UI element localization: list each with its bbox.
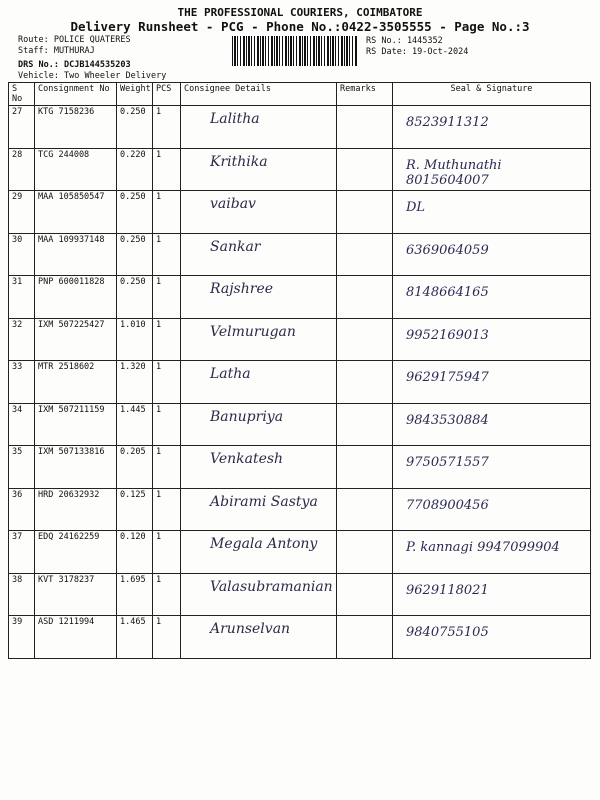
table-row: [9, 616, 591, 659]
weight: 0.250: [117, 106, 153, 149]
table-row: [9, 191, 591, 234]
col-sno: S No: [9, 83, 35, 106]
consignment-no: IXM 507225427: [35, 318, 117, 361]
vehicle: Vehicle: Two Wheeler Delivery: [18, 71, 167, 81]
consignment-no: IXM 507211159: [35, 403, 117, 446]
pcs: 1: [153, 318, 181, 361]
consignment-no: ASD 1211994: [35, 616, 117, 659]
runsheet-table: [8, 82, 591, 659]
col-consignment: Consignment No: [35, 83, 117, 106]
consignee-name: Megala Antony: [210, 536, 318, 552]
runsheet-title: Delivery Runsheet - PCG - Phone No.:0422-3505555 - Page No.:3: [70, 19, 530, 34]
rs-number: RS No.: 1445352: [366, 36, 443, 46]
remarks: [337, 361, 393, 404]
weight: 1.320: [117, 361, 153, 404]
route: Route: POLICE QUATERES: [18, 35, 131, 45]
table-row: [9, 446, 591, 489]
col-remarks: Remarks: [337, 83, 393, 106]
weight: 0.120: [117, 531, 153, 574]
remarks: [337, 191, 393, 234]
pcs: 1: [153, 573, 181, 616]
signature: P. kannagi 9947099904: [406, 540, 560, 555]
sno: 34: [9, 403, 35, 446]
sno: 33: [9, 361, 35, 404]
consignee-name: Krithika: [210, 153, 268, 170]
weight: 0.250: [117, 276, 153, 319]
consignment-no: KTG 7158236: [35, 106, 117, 149]
remarks: [337, 573, 393, 616]
consignee-name: Sankar: [210, 238, 261, 255]
remarks: [337, 616, 393, 659]
consignment-no: IXM 507133816: [35, 446, 117, 489]
consignment-no: HRD 20632932: [35, 488, 117, 531]
signature: 9952169013: [406, 327, 489, 343]
pcs: 1: [153, 446, 181, 489]
pcs: 1: [153, 106, 181, 149]
rs-date: RS Date: 19-Oct-2024: [366, 47, 469, 57]
remarks: [337, 318, 393, 361]
consignee-name: Rajshree: [210, 281, 274, 297]
sno: 32: [9, 318, 35, 361]
table-row: [9, 361, 591, 404]
weight: 0.220: [117, 148, 153, 191]
table-row: [9, 106, 591, 149]
col-weight: Weight: [117, 83, 153, 106]
sno: 31: [9, 276, 35, 319]
company-name: THE PROFESSIONAL COURIERS, COIMBATORE: [177, 6, 423, 19]
consignment-no: MAA 109937148: [35, 233, 117, 276]
remarks: [337, 446, 393, 489]
staff: Staff: MUTHURAJ: [18, 46, 95, 56]
consignment-no: TCG 244008: [35, 148, 117, 191]
pcs: 1: [153, 403, 181, 446]
consignee-name: Abirami Sastya: [210, 493, 318, 510]
weight: 1.010: [117, 318, 153, 361]
weight: 0.205: [117, 446, 153, 489]
pcs: 1: [153, 148, 181, 191]
pcs: 1: [153, 233, 181, 276]
consignee-name: Banupriya: [210, 408, 284, 425]
signature: 9840755105: [406, 625, 489, 640]
consignee-name: Venkatesh: [210, 451, 284, 467]
barcode: [232, 36, 358, 66]
col-pcs: PCS: [153, 83, 181, 106]
pcs: 1: [153, 616, 181, 659]
col-consignee: Consignee Details: [181, 83, 337, 106]
consignee-name: vaibav: [210, 196, 256, 212]
consignee-name: Valasubramanian: [210, 578, 333, 595]
signature: 6369064059: [406, 242, 489, 258]
sno: 37: [9, 531, 35, 574]
pcs: 1: [153, 361, 181, 404]
remarks: [337, 488, 393, 531]
table-row: [9, 233, 591, 276]
table-row: [9, 488, 591, 531]
signature: 7708900456: [406, 497, 489, 513]
signature: 9629175947: [406, 370, 489, 385]
consignee-name: Latha: [210, 366, 251, 382]
signature: DL: [406, 200, 426, 215]
remarks: [337, 148, 393, 191]
weight: 0.250: [117, 191, 153, 234]
remarks: [337, 531, 393, 574]
signature: R. Muthunathi 8015604007: [406, 157, 502, 188]
sno: 38: [9, 573, 35, 616]
consignee-name: Lalitha: [210, 111, 260, 127]
signature: 9843530884: [406, 412, 489, 428]
sno: 35: [9, 446, 35, 489]
drs-number: DRS No.: DCJB144535203: [18, 60, 131, 70]
pcs: 1: [153, 191, 181, 234]
consignee-name: Velmurugan: [210, 323, 296, 340]
weight: 1.445: [117, 403, 153, 446]
weight: 1.695: [117, 573, 153, 616]
remarks: [337, 403, 393, 446]
pcs: 1: [153, 488, 181, 531]
table-row: [9, 276, 591, 319]
sno: 28: [9, 148, 35, 191]
signature: 9629118021: [406, 582, 489, 598]
consignment-no: MAA 105850547: [35, 191, 117, 234]
remarks: [337, 233, 393, 276]
weight: 0.250: [117, 233, 153, 276]
weight: 0.125: [117, 488, 153, 531]
remarks: [337, 276, 393, 319]
table-row: [9, 573, 591, 616]
table-row: [9, 148, 591, 191]
sno: 27: [9, 106, 35, 149]
col-signature: Seal & Signature: [393, 83, 591, 106]
remarks: [337, 106, 393, 149]
sno: 29: [9, 191, 35, 234]
signature: 9750571557: [406, 455, 489, 470]
sno: 36: [9, 488, 35, 531]
consignment-no: EDQ 24162259: [35, 531, 117, 574]
table-row: [9, 531, 591, 574]
table-row: [9, 403, 591, 446]
weight: 1.465: [117, 616, 153, 659]
sno: 39: [9, 616, 35, 659]
signature: 8523911312: [406, 115, 489, 130]
table-row: [9, 318, 591, 361]
pcs: 1: [153, 276, 181, 319]
consignment-no: PNP 600011828: [35, 276, 117, 319]
consignment-no: KVT 3178237: [35, 573, 117, 616]
consignee-name: Arunselvan: [210, 621, 291, 637]
consignment-no: MTR 2518602: [35, 361, 117, 404]
sno: 30: [9, 233, 35, 276]
table-header-row: [9, 83, 591, 106]
signature: 8148664165: [406, 285, 489, 300]
pcs: 1: [153, 531, 181, 574]
